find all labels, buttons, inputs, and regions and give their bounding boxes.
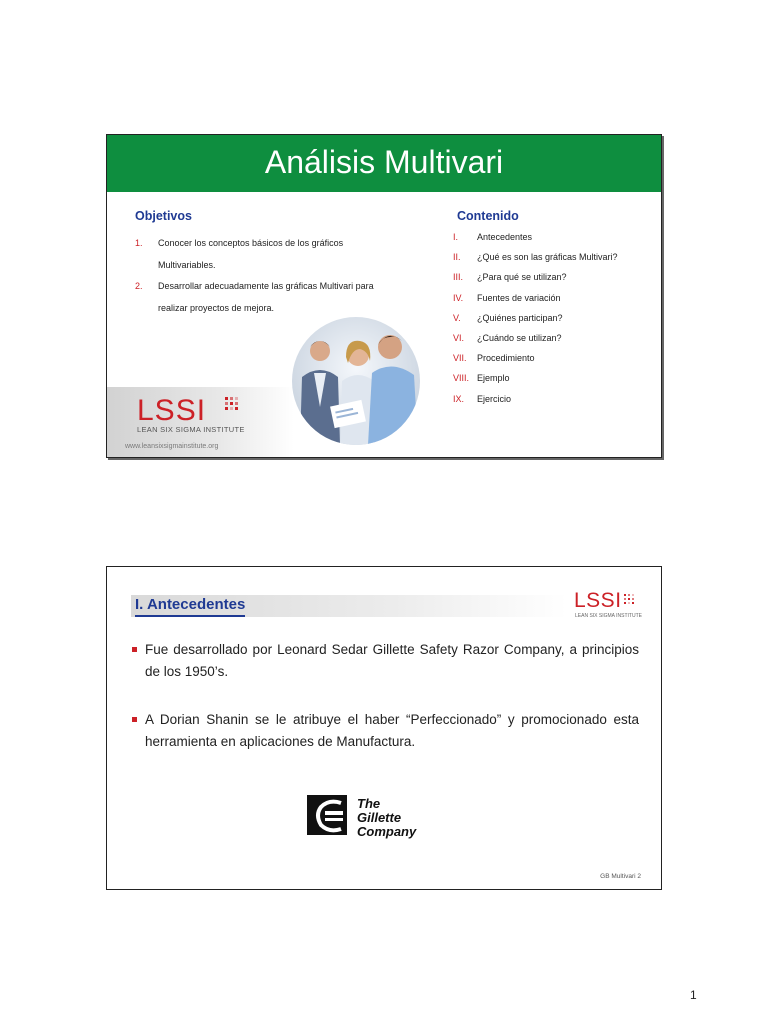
contents-number: IV. bbox=[453, 292, 464, 303]
contents-number: I. bbox=[453, 232, 459, 242]
contents-text: Antecedentes bbox=[477, 232, 533, 242]
objective-item bbox=[135, 233, 400, 276]
contents-text: Fuentes de variación bbox=[477, 292, 561, 303]
slide-1-title: Análisis Multivari bbox=[107, 135, 661, 192]
lssi-dots-icon bbox=[624, 594, 634, 604]
objective-number: 2. bbox=[135, 281, 143, 291]
contents-item bbox=[453, 393, 618, 413]
contents-item bbox=[453, 231, 618, 251]
contents-item bbox=[453, 312, 618, 332]
bullet-item: Fue desarrollado por Leonard Sedar Gillette Safety Razor Company, a principios de los 1950’s. bbox=[131, 639, 639, 682]
contents-text: Ejemplo bbox=[477, 373, 510, 384]
objective-item bbox=[135, 276, 400, 319]
contents-item bbox=[453, 372, 618, 392]
contents-item bbox=[453, 271, 618, 291]
contents-number: V. bbox=[453, 312, 461, 323]
bullet-list bbox=[131, 639, 639, 779]
team-photo bbox=[292, 317, 420, 445]
contents-text: ¿Qué es son las gráficas Multivari? bbox=[477, 252, 618, 263]
gillette-line-1: The bbox=[357, 796, 381, 811]
lssi-logo: LSSI bbox=[137, 394, 207, 427]
objectives-list bbox=[135, 233, 400, 319]
contents-list bbox=[453, 231, 618, 413]
contents-text: Procedimiento bbox=[477, 353, 535, 364]
contents-item bbox=[453, 251, 618, 271]
page-number: 1 bbox=[690, 988, 697, 1002]
contents-text: ¿Quiénes participan? bbox=[477, 312, 563, 323]
lssi-subtitle: LEAN SIX SIGMA INSTITUTE bbox=[575, 613, 642, 619]
lssi-logo: LSSI bbox=[574, 589, 622, 612]
contents-number: II. bbox=[453, 252, 461, 263]
contents-number: VII. bbox=[453, 353, 467, 364]
contents-text: Ejercicio bbox=[477, 393, 512, 404]
contents-heading: Contenido bbox=[457, 209, 519, 223]
contents-number: IX. bbox=[453, 393, 465, 404]
objectives-heading: Objetivos bbox=[135, 209, 192, 223]
contents-number: VI. bbox=[453, 332, 465, 343]
gillette-line-3: Company bbox=[357, 824, 417, 839]
bullet-item: A Dorian Shanin se le atribuye el haber “Perfeccionado” y promocionado esta herramienta en aplicaciones de Manufactura. bbox=[131, 709, 639, 752]
slide-2-title: I. Antecedentes bbox=[135, 595, 245, 617]
gillette-line-2: Gillette bbox=[357, 810, 402, 825]
lssi-url: www.leansixsigmainstitute.org bbox=[125, 443, 219, 450]
contents-number: VIII. bbox=[453, 373, 470, 384]
objective-text: Desarrollar adecuadamente las gráficas Multivari para realizar proyectos de mejora. bbox=[158, 281, 374, 313]
gillette-logo-text bbox=[357, 797, 416, 839]
slide-footer: GB Multivari 2 bbox=[600, 873, 641, 880]
slide-2 bbox=[106, 566, 662, 890]
objective-number: 1. bbox=[135, 238, 143, 248]
objective-text: Conocer los conceptos básicos de los gráficos Multivariables. bbox=[158, 238, 344, 270]
contents-item bbox=[453, 352, 618, 372]
contents-item bbox=[453, 332, 618, 352]
lssi-dots-icon bbox=[225, 397, 239, 411]
contents-text: ¿Para qué se utilizan? bbox=[477, 272, 567, 283]
slide-1 bbox=[106, 134, 662, 458]
contents-number: III. bbox=[453, 272, 464, 283]
contents-item bbox=[453, 292, 618, 312]
lssi-subtitle: LEAN SIX SIGMA INSTITUTE bbox=[137, 425, 245, 434]
contents-text: ¿Cuándo se utilizan? bbox=[477, 332, 562, 343]
